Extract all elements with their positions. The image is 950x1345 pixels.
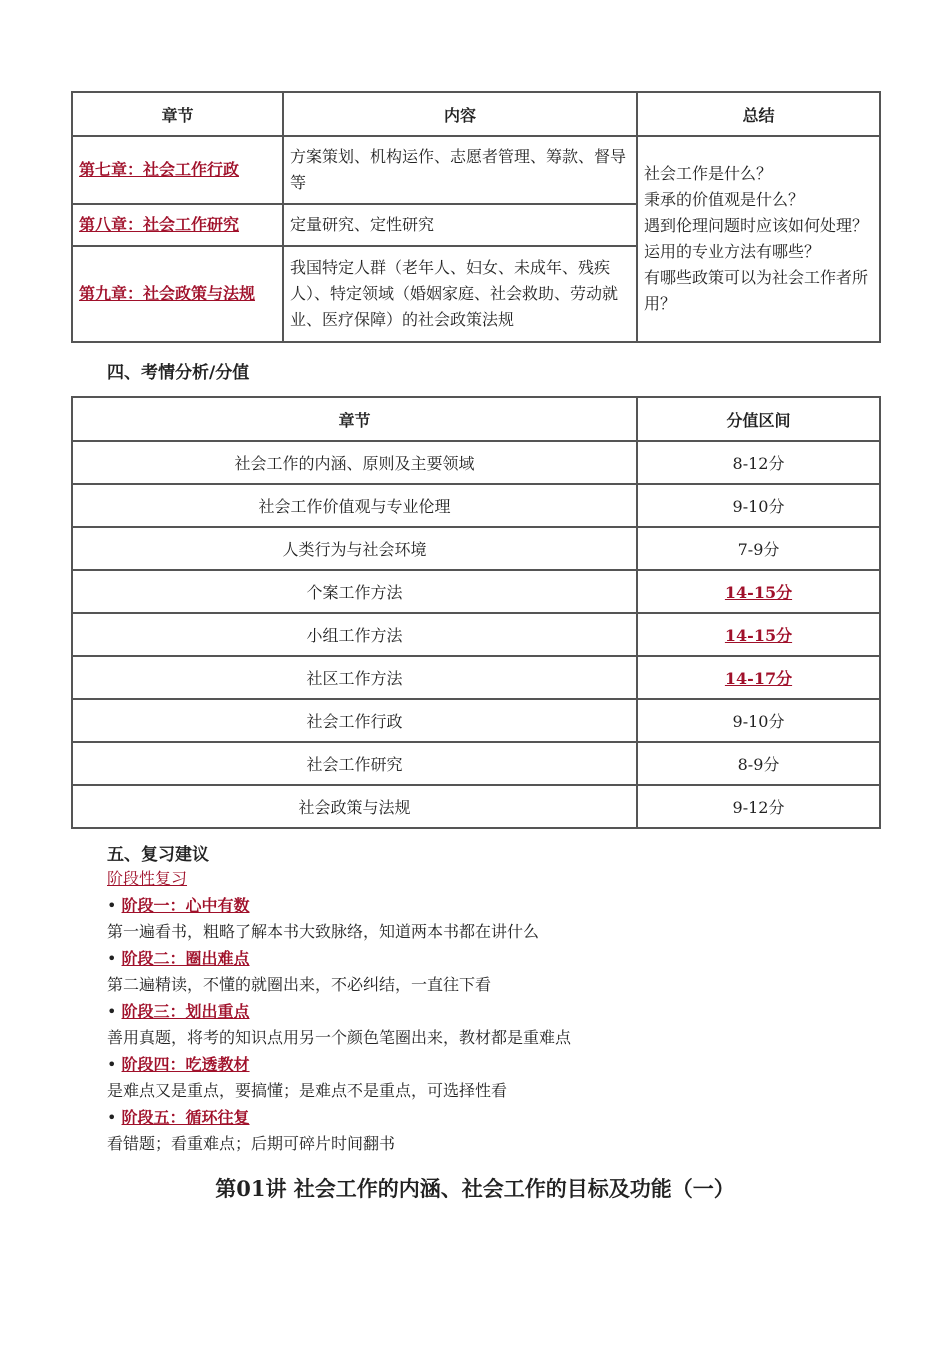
table-row — [72, 484, 880, 527]
table-row-chapter[interactable] — [72, 246, 283, 342]
row-score[interactable] — [637, 570, 880, 613]
summary-cell: 社会工作是什么？ 秉承的价值观是什么？ 遇到伦理问题时应该如何处理？运用的专业方法有哪些？ 有哪些政策可以为社会工作者所用？ — [637, 136, 880, 342]
table-row — [72, 699, 880, 742]
bullet: • — [107, 896, 117, 915]
row-score: 9-10分 — [637, 484, 880, 527]
review-subtitle[interactable] — [107, 866, 187, 889]
stage-4-desc: 是难点又是重点，要搞懂；是难点不是重点，可选择性看 — [107, 1081, 508, 1100]
header-summary: 总结 — [637, 92, 880, 136]
row-score[interactable] — [637, 656, 880, 699]
table-row-chapter[interactable] — [72, 136, 283, 204]
stage-5-desc: 看错题；看重难点；后期可碎片时间翻书 — [107, 1134, 396, 1153]
row-score[interactable] — [637, 613, 880, 656]
stage-4-link[interactable]: 阶段四：吃透教材 — [121, 1055, 250, 1074]
table-row — [72, 527, 880, 570]
chapter-link[interactable]: 第九章：社会政策与法规 — [79, 284, 256, 303]
review-subtitle-link[interactable]: 阶段性复习 — [107, 869, 188, 888]
bullet: • — [107, 1002, 117, 1021]
table-row-content: 方案策划、机构运作、志愿者管理、筹款、督导等 — [283, 136, 637, 204]
stage-2-link[interactable]: 阶段二：圈出难点 — [121, 949, 250, 968]
chapter-link[interactable]: 第八章：社会工作研究 — [79, 215, 240, 234]
table-row-content: 定量研究、定性研究 — [283, 204, 637, 246]
header-chapter: 章节 — [72, 92, 283, 136]
score-link[interactable]: 14-17分 — [724, 669, 793, 688]
lecture-title: 第01讲 社会工作的内涵、社会工作的目标及功能（一） — [215, 1176, 735, 1201]
chapter-content-table — [71, 91, 881, 343]
row-chapter: 社会工作的内涵、原则及主要领域 — [72, 441, 637, 484]
row-score: 8-9分 — [637, 742, 880, 785]
row-chapter: 社会工作价值观与专业伦理 — [72, 484, 637, 527]
stage-heading — [107, 1105, 250, 1128]
row-chapter: 社区工作方法 — [72, 656, 637, 699]
table-row — [72, 656, 880, 699]
row-chapter: 小组工作方法 — [72, 613, 637, 656]
header-content: 内容 — [283, 92, 637, 136]
chapter-link[interactable]: 第七章：社会工作行政 — [79, 160, 240, 179]
table-row — [72, 742, 880, 785]
row-chapter: 社会工作行政 — [72, 699, 637, 742]
row-score: 7-9分 — [637, 527, 880, 570]
header-score: 分值区间 — [637, 397, 880, 441]
bullet: • — [107, 949, 117, 968]
bullet: • — [107, 1108, 117, 1127]
stage-3-desc: 善用真题，将考的知识点用另一个颜色笔圈出来，教材都是重难点 — [107, 1028, 572, 1047]
stage-3-link[interactable]: 阶段三：划出重点 — [121, 1002, 250, 1021]
table-row — [72, 785, 880, 828]
row-chapter: 人类行为与社会环境 — [72, 527, 637, 570]
stage-1-desc: 第一遍看书，粗略了解本书大致脉络，知道两本书都在讲什么 — [107, 922, 540, 941]
row-chapter: 社会政策与法规 — [72, 785, 637, 828]
stage-heading — [107, 893, 250, 916]
stage-heading — [107, 946, 250, 969]
table-row — [72, 570, 880, 613]
bullet: • — [107, 1055, 117, 1074]
score-table — [71, 396, 881, 829]
row-score: 8-12分 — [637, 441, 880, 484]
row-score: 9-10分 — [637, 699, 880, 742]
score-link[interactable]: 14-15分 — [724, 583, 793, 602]
row-score: 9-12分 — [637, 785, 880, 828]
table-row — [72, 613, 880, 656]
table-row — [72, 441, 880, 484]
stage-1-link[interactable]: 阶段一：心中有数 — [121, 896, 250, 915]
stage-2-desc: 第二遍精读，不懂的就圈出来，不必纠结，一直往下看 — [107, 975, 492, 994]
table-row-chapter[interactable] — [72, 204, 283, 246]
section4-title: 四、考情分析/分值 — [107, 363, 250, 383]
score-link[interactable]: 14-15分 — [724, 626, 793, 645]
section5-title: 五、复习建议 — [107, 845, 209, 865]
row-chapter: 个案工作方法 — [72, 570, 637, 613]
stage-heading — [107, 1052, 250, 1075]
table-row-content: 我国特定人群（老年人、妇女、未成年、残疾人）、特定领域（婚姻家庭、社会救助、劳动就业、医疗保障）的社会政策法规 — [283, 246, 637, 342]
stage-5-link[interactable]: 阶段五：循环往复 — [121, 1108, 250, 1127]
header-chapter: 章节 — [72, 397, 637, 441]
stage-heading — [107, 999, 250, 1022]
row-chapter: 社会工作研究 — [72, 742, 637, 785]
